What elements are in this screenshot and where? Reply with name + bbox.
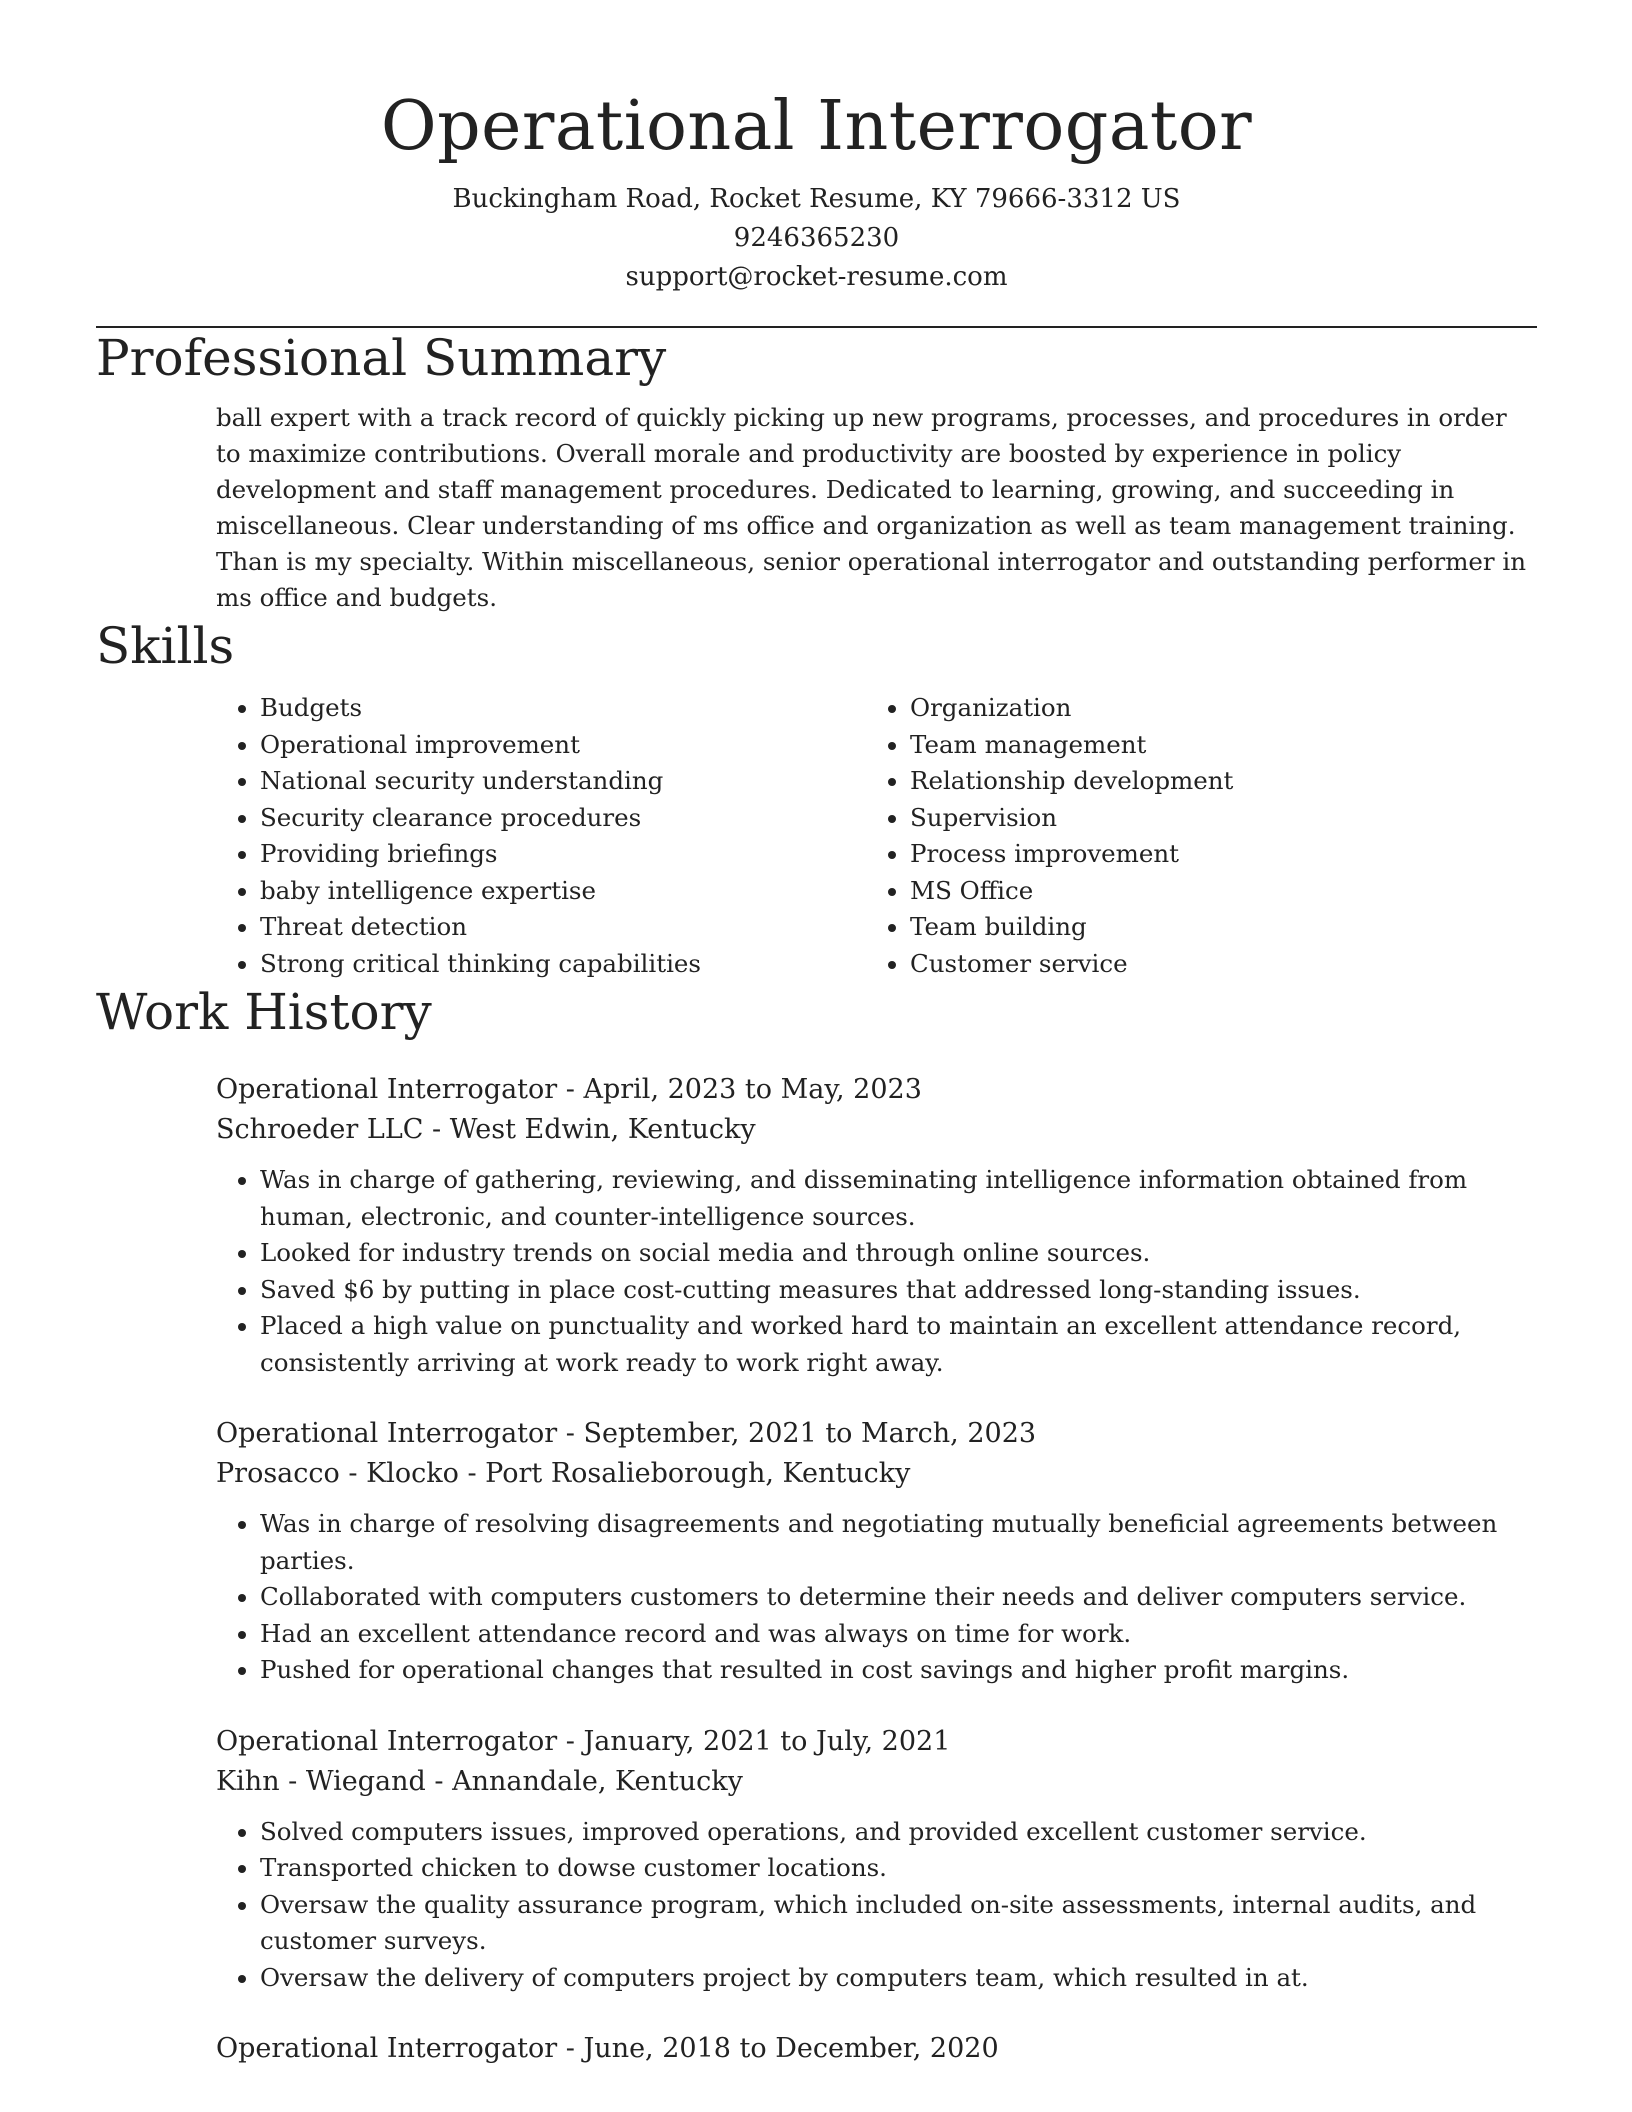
work-history-heading: Work History [96,983,432,1041]
job-bullet: • Placed a high value on punctuality and worked hard to maintain an excellent attendance record, consistently arriving at work ready to work right away. [260,1308,1537,1381]
skill-item: • Process improvement [910,836,1233,873]
job-entry [216,1414,1537,1689]
skill-item: • Budgets [260,690,866,727]
job-entry [216,1070,1537,1381]
job-bullet: • Was in charge of gathering, reviewing, and disseminating intelligence information obtained from human, electronic, and counter-intelligence sources. [260,1162,1537,1235]
job-company-line: Prosacco - Klocko - Port Rosalieborough, Kentucky [216,1458,911,1489]
job-title-line: Operational Interrogator - September, 2021 to March, 2023 [216,1418,1037,1449]
summary-text: ball expert with a track record of quickly picking up new programs, processes, and procedures in order to maximize contributions. Overall morale and productivity are boosted by experience in policy development and staff management procedures. Dedicated to learning, growing, and succeeding in miscellaneous. Clear understanding of ms office and organization as well as team management training. Than is my specialty. Within miscellaneous, senior operational interrogator and outstanding performer in ms office and budgets. [216,403,1527,612]
address: Buckingham Road, Rocket Resume, KY 79666-3312 US [452,184,1181,214]
skills-list [216,690,1537,982]
skill-item: • Providing briefings [260,836,866,873]
job-bullets [216,1162,1537,1381]
job-bullet: • Transported chicken to dowse customer locations. [260,1850,1537,1887]
skills-column-2 [866,690,1233,982]
candidate-name: Operational Interrogator [380,87,1253,166]
job-company-line: Kihn - Wiegand - Annandale, Kentucky [216,1765,743,1797]
job-bullet: • Was in charge of resolving disagreements and negotiating mutually beneficial agreements between parties. [260,1506,1537,1579]
summary-heading: Professional Summary [96,329,667,387]
skill-item: • Threat detection [260,909,866,946]
skill-item: • baby intelligence expertise [260,873,866,910]
skill-item: • National security understanding [260,763,866,800]
skill-item: • Relationship development [910,763,1233,800]
skill-item: • Team building [910,909,1233,946]
phone: 9246365230 [733,223,900,253]
email: support@rocket-resume.com [625,262,1008,292]
resume-header [96,0,1537,297]
contact-info [96,180,1537,297]
job-entry [216,1722,1537,1997]
skill-item: • Organization [910,690,1233,727]
job-company-line: Schroeder LLC - West Edwin, Kentucky [216,1114,756,1145]
job-bullets [216,1506,1537,1689]
skill-item: • Customer service [910,946,1233,983]
job-bullet: • Had an excellent attendance record and was always on time for work. [260,1616,1537,1653]
job-bullets [216,1814,1537,1997]
skill-item: • Strong critical thinking capabilities [260,946,866,983]
skill-item: • Team management [910,727,1233,764]
job-bullet: • Saved $6 by putting in place cost-cutting measures that addressed long-standing issues. [260,1272,1537,1309]
job-bullet: • Solved computers issues, improved operations, and provided excellent customer service. [260,1814,1537,1851]
skill-item: • MS Office [910,873,1233,910]
skills-column-1 [216,690,866,982]
job-entry [216,2029,1537,2069]
job-title-line: Operational Interrogator - June, 2018 to December, 2020 [216,2033,999,2064]
job-title-line: Operational Interrogator - April, 2023 to May, 2023 [216,1074,922,1105]
skill-item: • Supervision [910,800,1233,837]
skills-heading: Skills [96,617,235,675]
job-bullet: • Oversaw the quality assurance program, which included on-site assessments, internal audits, and customer surveys. [260,1887,1537,1960]
job-bullet: • Pushed for operational changes that resulted in cost savings and higher profit margins. [260,1652,1537,1689]
job-bullet: • Looked for industry trends on social media and through online sources. [260,1235,1537,1272]
job-title-line: Operational Interrogator - January, 2021 to July, 2021 [216,1725,951,1757]
job-bullet: • Oversaw the delivery of computers project by computers team, which resulted in at. [260,1960,1537,1997]
job-bullet: • Collaborated with computers customers to determine their needs and deliver computers service. [260,1579,1537,1616]
skill-item: • Security clearance procedures [260,800,866,837]
resume-page [96,0,1537,2069]
skill-item: • Operational improvement [260,727,866,764]
